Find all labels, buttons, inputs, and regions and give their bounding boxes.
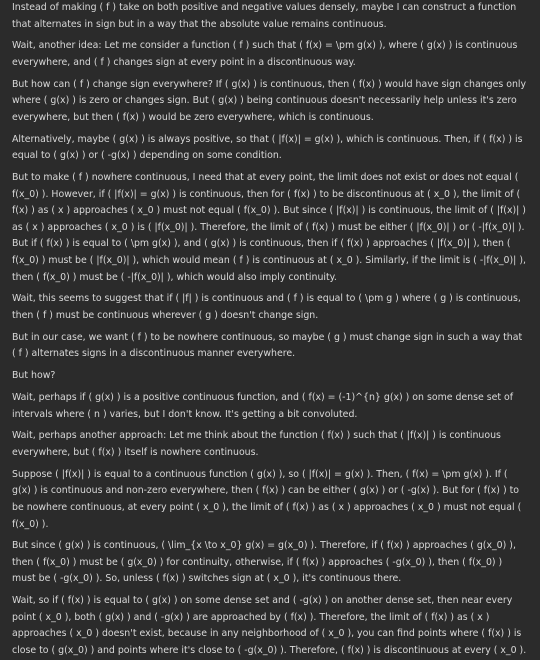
paragraph: Alternatively, maybe ( g(x) ) is always positive, so that ( |f(x)| = g(x) ), which is continuous. Then, if ( f(x) ) is equal to ( g(x) ) or ( -g(x) ) depending on some condition. — [12, 133, 523, 162]
paragraph: Wait, another idea: Let me consider a function ( f ) such that ( f(x) = \pm g(x) ), where ( g(x) ) is continuous everywhere, and ( f ) changes sign at every point in a discontinuous way. — [12, 40, 518, 68]
paragraph: Wait, so if ( f(x) ) is equal to ( g(x) ) on some dense set and ( -g(x) ) on another dense set, then near every point ( x_0 ), both ( g(x) ) and ( -g(x) ) are approached by ( f(x) ). Therefore, the limit of ( f(x) ) as ( x ) approaches ( x_0 ) doesn't exist, because in any neighborhood of ( x_0 ), you can find points where ( f(x) ) is close to ( g(x_0) ) and points where it's close to ( -g(x_0) ). Therefore, ( f(x) ) is discontinuous at every ( x_0 ). — [12, 595, 527, 657]
paragraph: But how? — [12, 370, 56, 382]
paragraph: Wait, perhaps another approach: Let me think about the function ( f(x) ) such that ( |f(x)| ) is continuous everywhere, but ( f(x) ) itself is nowhere continuous. — [12, 430, 501, 458]
paragraph: But to make ( f ) nowhere continuous, I need that at every point, the limit does not exist or does not equal ( f(x_0) ). However, if ( |f(x)| = g(x) ) is continuous, then for ( f(x) ) to be discontinuous at ( x_0 ), the limit of ( f(x) ) as ( x ) approaches ( x_0 ) must not equal ( f(x_0) ). But since ( |f(x)| ) is continuous, the limit of ( |f(x)| ) as ( x ) approaches ( x_0 ) is ( |f(x_0)| ). Therefore, the limit of ( f(x) ) must be either ( |f(x_0)| ) or ( -|f(x_0)| ). But if ( f(x) ) is equal to ( \pm g(x) ), and ( g(x) ) is continuous, then if ( f(x) ) approaches ( |f(x_0)| ), then ( f(x_0) ) must be ( |f(x_0)| ), which would mean ( f ) is continuous at ( x_0 ). Similarly, if the limit is ( -|f(x_0)| ), then ( f(x_0) ) must be ( -|f(x_0)| ), which would also imply continuity. — [12, 172, 526, 283]
paragraph: Instead of making ( f ) take on both positive and negative values densely, maybe I can construct a function that alternates in sign but in a way that the absolute value remains continuous. — [12, 2, 517, 30]
paragraph: But since ( g(x) ) is continuous, ( \lim_{x \to x_0} g(x) = g(x_0) ). Therefore, if ( f(x) ) approaches ( g(x_0) ), then ( f(x_0) ) must be ( g(x_0) ) for continuity, otherwise, if ( f(x) ) approaches ( -g(x_0) ), then ( f(x_0) ) must be ( -g(x_0) ). So, unless ( f(x) ) switches sign at ( x_0 ), it's continuous there. — [12, 540, 516, 585]
paragraph: Wait, perhaps if ( g(x) ) is a positive continuous function, and ( f(x) = (-1)^{n} g(x) ) on some dense set of intervals where ( n ) varies, but I don't know. It's getting a bit convoluted. — [12, 391, 514, 420]
paragraph: Wait, this seems to suggest that if ( |f| ) is continuous and ( f ) is equal to ( \pm g ) where ( g ) is continuous, then ( f ) must be continuous wherever ( g ) doesn't change sign. — [12, 293, 521, 322]
paragraph: Suppose ( |f(x)| ) is equal to a continuous function ( g(x) ), so ( |f(x)| = g(x) ). Then, ( f(x) = \pm g(x) ). If ( g(x) ) is continuous and non-zero everywhere, then ( f(x) ) can be either ( g(x) ) or ( -g(x) ). But for ( f(x) ) to be nowhere continuous, at every point ( x_0 ), the limit of ( f(x) ) as ( x ) approaches ( x_0 ) must not equal ( f(x_0) ). — [12, 468, 522, 530]
paragraph: But how can ( f ) change sign everywhere? If ( g(x) ) is continuous, then ( f(x) ) would have sign changes only where ( g(x) ) is zero or changes sign. But ( g(x) ) being continuous doesn't necessarily help unless it's zero everywhere, but then ( f(x) ) would be zero everywhere, which is continuous. — [12, 78, 527, 123]
paragraph: But in our case, we want ( f ) to be nowhere continuous, so maybe ( g ) must change sign in such a way that ( f ) alternates signs in a discontinuous manner everywhere. — [12, 331, 523, 360]
